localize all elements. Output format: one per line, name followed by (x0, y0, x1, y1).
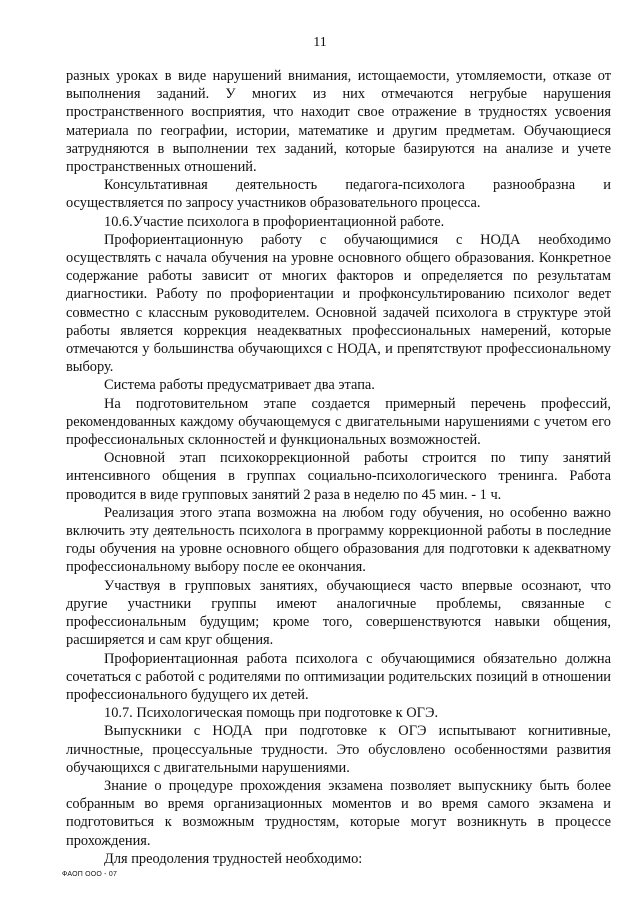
paragraph: Система работы предусматривает два этапа. (104, 377, 375, 394)
document-code-footer: ФАОП ООО - 07 (62, 871, 118, 878)
paragraph: Участвуя в групповых занятиях, обучающиеся часто впервые осознают, что другие участники группы имеют аналогичные проблемы, связанные с профессиональным будущим; кроме того, совершенствуются навыки общения, расширяется и сам круг общения. (66, 577, 611, 649)
paragraph: Консультативная деятельность педагога-психолога разнообразна и осуществляется по запросу участников образовательного процесса. (66, 177, 611, 212)
paragraph: Основной этап психокоррекционной работы строится по типу занятий интенсивного общения в группах социально-психологического тренинга. Работа проводится в виде групповых занятий 2 раза в неделю по 45 мин. - 1 ч. (66, 450, 611, 503)
page-number: 11 (313, 35, 327, 50)
section-heading: 10.7. Психологическая помощь при подготовке к ОГЭ. (104, 705, 439, 722)
paragraph: Знание о процедуре прохождения экзамена позволяет выпускнику быть более собранным во время организационных моментов и во время самого экзамена и подготовиться к возможным трудностям, которые могут возникнуть в процессе прохождения. (66, 777, 611, 849)
section-heading: 10.6.Участие психолога в профориентационной работе. (104, 213, 445, 230)
paragraph: разных уроках в виде нарушений внимания, истощаемости, утомляемости, отказе от выполнения заданий. У многих из них отмечаются негрубые нарушения пространственного восприятия, что находит свое отражение в трудностях усвоения материала по географии, истории, математике и другим предметам. Обучающиеся затрудняются в выполнении тех заданий, которые базируются на анализе и учете пространственных отношений. (66, 68, 611, 176)
paragraph: Выпускники с НОДА при подготовке к ОГЭ испытывают когнитивные, личностные, процессуальные трудности. Это обусловлено особенностями развития обучающихся с двигательными нарушениями. (66, 723, 611, 776)
paragraph: Реализация этого этапа возможна на любом году обучения, но особенно важно включить эту деятельность психолога в программу коррекционной работы в последние годы обучения на уровне основного общего образования для подготовки к адекватному профессиональному выбору после ее окончания. (66, 504, 611, 576)
paragraph: Профориентационная работа психолога с обучающимися обязательно должна сочетаться с работой с родителями по оптимизации родительских позиций в отношении профессионального будущего их детей. (66, 650, 611, 703)
paragraph: Для преодоления трудностей необходимо: (104, 850, 363, 867)
paragraph: На подготовительном этапе создается примерный перечень профессий, рекомендованных каждому обучающемуся с двигательными нарушениями с учетом его профессиональных склонностей и функциональных возможностей. (66, 395, 611, 449)
paragraph: Профориентационную работу с обучающимися с НОДА необходимо осуществлять с начала обучения на уровне основного общего образования. Конкретное содержание работы зависит от многих факторов и определяется по результатам диагностики. Работу по профориентации и профконсультированию психолог ведет совместно с классным руководителем. Основной задачей психолога в структуре этой работы является коррекция неадекватных профессиональных намерений, которые отмечаются у большинства обучающихся с НОДА, и препятствуют профессиональному выбору. (66, 231, 611, 376)
document-body (66, 67, 611, 868)
